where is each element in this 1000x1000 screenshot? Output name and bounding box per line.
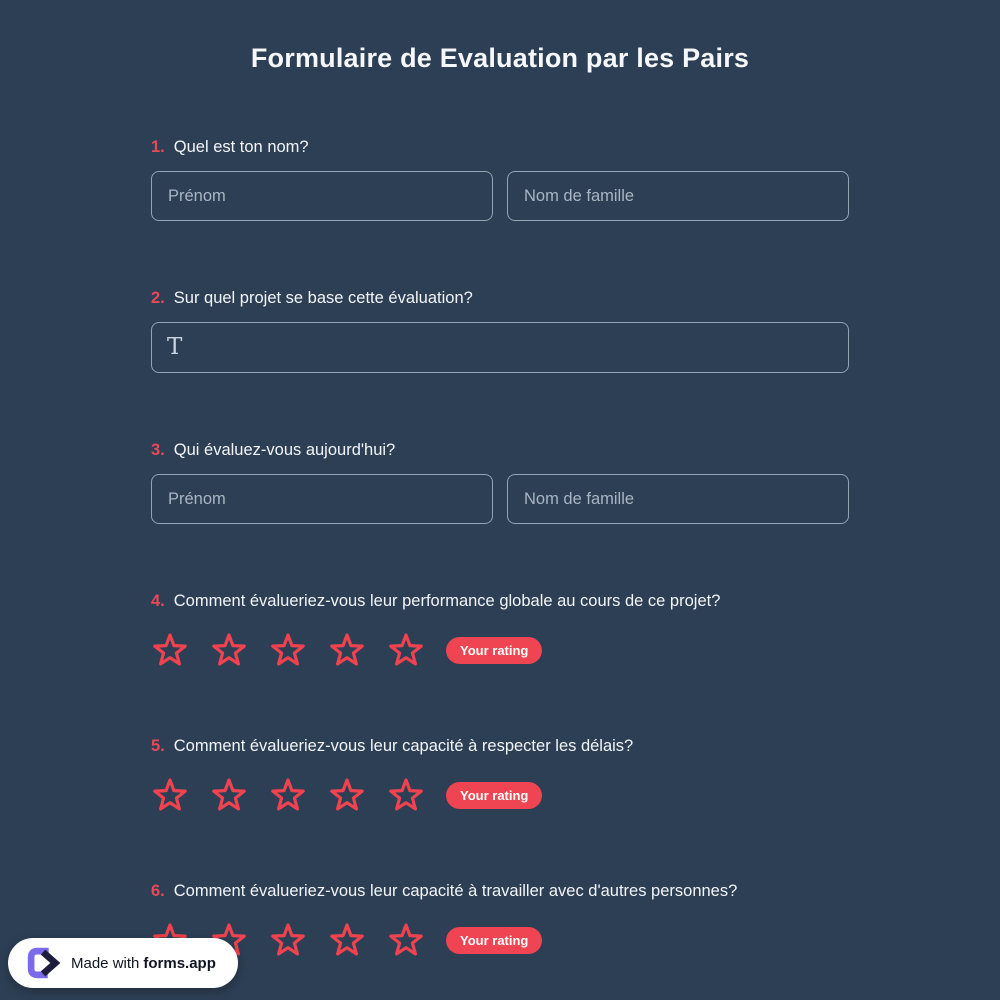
- star-rating-row: [151, 776, 849, 814]
- your-rating-badge: Your rating: [446, 637, 542, 664]
- question-block-1: [151, 136, 849, 221]
- your-rating-badge: Your rating: [446, 927, 542, 954]
- question-label: [151, 880, 849, 902]
- question-text: Comment évalueriez-vous leur performance globale au cours de ce projet?: [173, 592, 721, 610]
- rating-star-icon[interactable]: [328, 631, 366, 669]
- made-with-forms-app-badge[interactable]: [8, 938, 238, 988]
- question-number: 1.: [151, 138, 165, 156]
- rating-star-icon[interactable]: [151, 776, 189, 814]
- rating-star-icon[interactable]: [387, 776, 425, 814]
- question-block-2: [151, 287, 849, 373]
- question-text: Qui évaluez-vous aujourd'hui?: [173, 441, 396, 459]
- rating-star-icon[interactable]: [269, 776, 307, 814]
- rating-star-icon[interactable]: [269, 631, 307, 669]
- question-block-4: [151, 590, 849, 669]
- first-name-input[interactable]: [151, 171, 493, 221]
- question-label: [151, 590, 849, 612]
- question-label: [151, 136, 849, 158]
- first-name-input[interactable]: [151, 474, 493, 524]
- last-name-input[interactable]: [507, 171, 849, 221]
- form-column: [151, 136, 849, 959]
- question-block-6: [151, 880, 849, 959]
- project-text-input[interactable]: [151, 322, 849, 373]
- question-number: 5.: [151, 737, 165, 755]
- name-field-row: [151, 171, 849, 221]
- question-block-5: [151, 735, 849, 814]
- rating-star-icon[interactable]: [328, 921, 366, 959]
- made-with-label: Made with: [71, 954, 140, 972]
- page-title: Formulaire de Evaluation par les Pairs: [250, 43, 750, 73]
- question-block-3: [151, 439, 849, 524]
- last-name-input[interactable]: [507, 474, 849, 524]
- rating-star-icon[interactable]: [269, 921, 307, 959]
- question-text: Comment évalueriez-vous leur capacité à travailler avec d'autres personnes?: [173, 882, 738, 900]
- question-text: Quel est ton nom?: [173, 138, 309, 156]
- rating-star-icon[interactable]: [328, 776, 366, 814]
- question-number: 6.: [151, 882, 165, 900]
- question-text: Sur quel projet se base cette évaluation?: [173, 289, 473, 307]
- rating-star-icon[interactable]: [387, 921, 425, 959]
- forms-app-brand-label: forms.app: [143, 954, 216, 972]
- question-label: [151, 287, 849, 309]
- question-label: [151, 439, 849, 461]
- text-cursor-icon: T: [167, 334, 183, 360]
- question-number: 4.: [151, 592, 165, 610]
- rating-star-icon[interactable]: [151, 631, 189, 669]
- rating-star-icon[interactable]: [387, 631, 425, 669]
- question-text: Comment évalueriez-vous leur capacité à respecter les délais?: [173, 737, 634, 755]
- your-rating-badge: Your rating: [446, 782, 542, 809]
- star-rating-row: [151, 631, 849, 669]
- question-number: 3.: [151, 441, 165, 459]
- question-number: 2.: [151, 289, 165, 307]
- forms-app-logo-icon: [24, 944, 62, 982]
- rating-star-icon[interactable]: [210, 776, 248, 814]
- star-rating-row: [151, 921, 849, 959]
- name-field-row: [151, 474, 849, 524]
- question-label: [151, 735, 849, 757]
- rating-star-icon[interactable]: [210, 631, 248, 669]
